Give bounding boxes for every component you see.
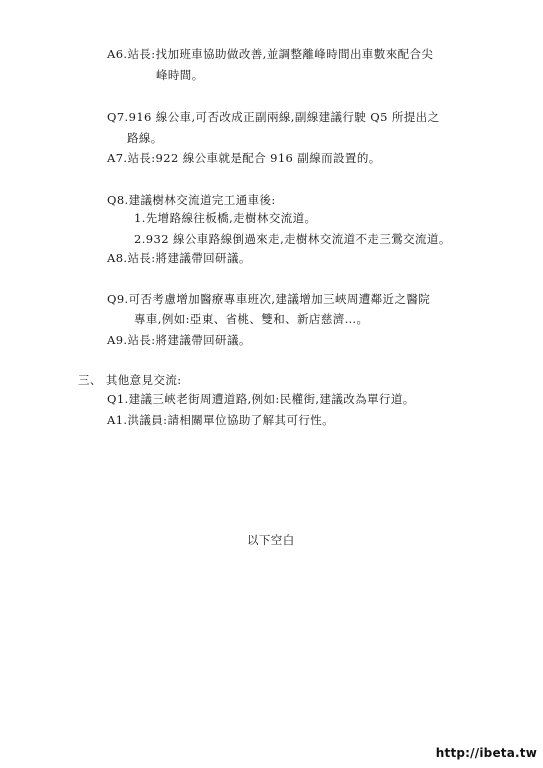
answer-a8: A8.站長:將建議帶回研議。 — [107, 251, 251, 265]
question-q8-item1: 1.先增路線往板橋,走樹林交流道。 — [134, 211, 317, 225]
question-q7-line1: Q7.916 線公車,可否改成正副兩線,副線建議行駛 Q5 所提出之 — [107, 110, 440, 124]
answer-a6-line1: A6.站長:找加班車協助做改善,並調整離峰時間出車數來配合尖 — [107, 47, 434, 61]
section-heading-other-opinions: 三、 其他意見交流: — [78, 373, 182, 387]
question-q7-line2: 路線。 — [127, 131, 163, 145]
question-q8-item2: 2.932 線公車路線倒過來走,走樹林交流道不走三鶯交流道。 — [134, 232, 451, 246]
site-watermark: http://ibeta.tw — [435, 746, 537, 760]
end-of-document-note: 以下空白 — [247, 533, 295, 547]
answer-a1: A1.洪議員:請相關單位協助了解其可行性。 — [107, 413, 335, 427]
question-q9-line1: Q9.可否考慮增加醫療專車班次,建議增加三峽周遭鄰近之醫院 — [107, 292, 431, 306]
answer-a6-line2: 峰時間。 — [156, 68, 204, 82]
question-q1: Q1.建議三峽老街周遭道路,例如:民權街,建議改為單行道。 — [107, 392, 415, 406]
answer-a9: A9.站長:將建議帶回研議。 — [107, 333, 251, 347]
question-q9-line2: 專車,例如:亞東、省桃、雙和、新店慈濟…。 — [134, 312, 369, 326]
question-q8-intro: Q8.建議樹林交流道完工通車後: — [107, 193, 276, 207]
answer-a7: A7.站長:922 線公車就是配合 916 副線而設置的。 — [107, 151, 381, 165]
